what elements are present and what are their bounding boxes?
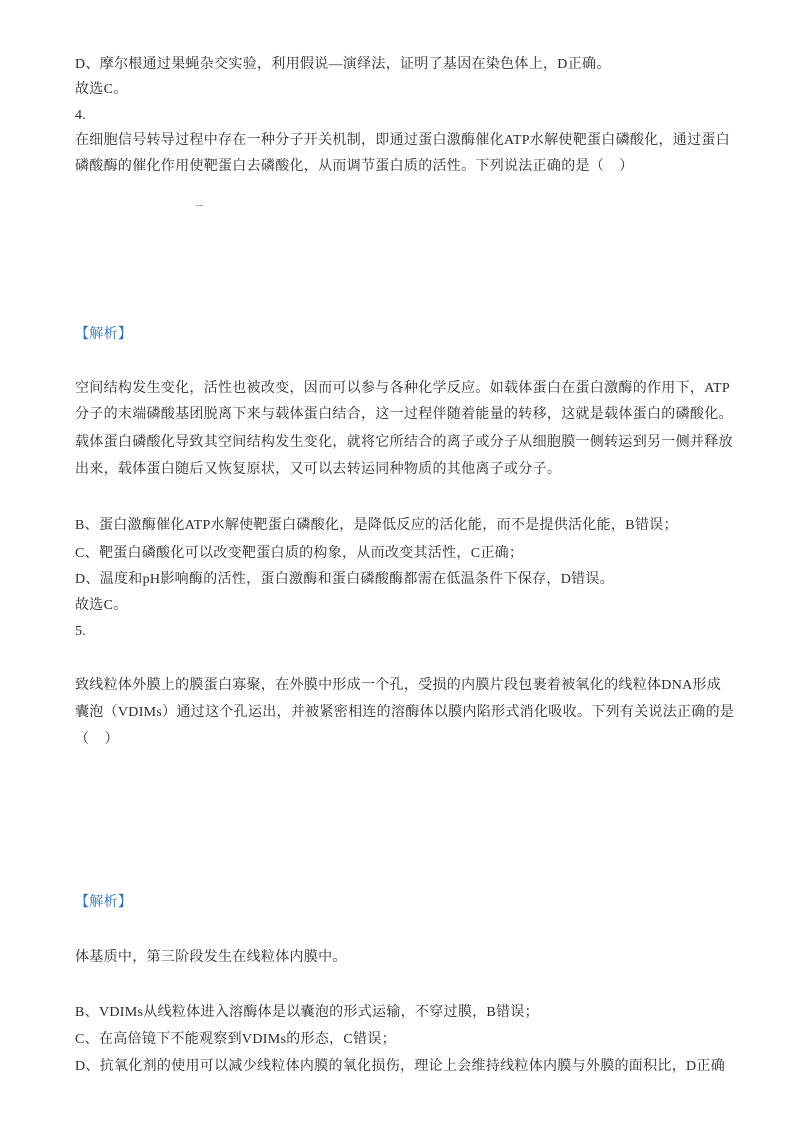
q4-answer <box>75 297 755 317</box>
q5-stem-line: 致线粒体外膜上的膜蛋白寡聚，在外膜中形成一个孔，受损的内膜片段包裹着被氧化的线粒体DNA形成 <box>75 678 722 693</box>
q4-option-a <box>75 186 755 206</box>
q5-detail-line <box>75 976 755 996</box>
prev-conclusion: 故选C。 <box>75 82 128 97</box>
prev-detail-d: D、摩尔根通过果蝇杂交实验，利用假说—演绎法，证明了基因在染色体上，D正确。 <box>75 57 611 72</box>
q4-analysis-line: 载体蛋白磷酸化导致其空间结构发生变化，就将它所结合的离子或分子从细胞膜一侧转运到另一侧并释放 <box>75 435 733 450</box>
q4-detail-line: C、靶蛋白磷酸化可以改变靶蛋白质的构象，从而改变其活性，C正确； <box>75 546 524 561</box>
q5-stem-line: （ ） <box>75 732 119 747</box>
q4-solution-label: 【解析】 <box>75 327 133 342</box>
q4-option-d <box>75 271 755 291</box>
q4-detail-line: B、蛋白激酶催化ATP水解使靶蛋白磷酸化，是降低反应的活化能，而不是提供活化能，B错误； <box>75 518 678 533</box>
option-text-raised <box>193 205 204 206</box>
q5-analysis-line <box>75 921 755 941</box>
q4-option-c <box>75 243 755 263</box>
q5-option-d <box>75 839 755 859</box>
q5-answer <box>75 866 755 886</box>
q5-option-b <box>75 785 755 805</box>
q4-option-b <box>75 215 755 235</box>
q5-number: 5. <box>75 624 87 639</box>
q5-stem-line <box>75 649 755 669</box>
q4-stem-line: 在细胞信号转导过程中存在一种分子开关机制，即通过蛋白激酶催化ATP水解使靶蛋白磷酸化，通过蛋白 <box>75 133 730 148</box>
q5-stem-line: 囊泡（VDIMs）通过这个孔运出，并被紧密相连的溶酶体以膜内陷形式消化吸收。下列有关说法正确的是 <box>75 705 735 720</box>
q4-number: 4. <box>75 108 87 123</box>
q5-solution-label: 【解析】 <box>75 895 133 910</box>
q5-detail-line: C、在高倍镜下不能观察到VDIMs的形态，C错误； <box>75 1032 396 1047</box>
q4-detail-line: D、温度和pH影响酶的活性，蛋白激酶和蛋白磷酸酶都需在低温条件下保存，D错误。 <box>75 572 615 587</box>
q4-analysis-line: 出来，载体蛋白随后又恢复原状，又可以去转运同种物质的其他离子或分子。 <box>75 462 562 477</box>
q5-option-a <box>75 757 755 777</box>
q4-analysis-line: 分子的末端磷酸基团脱离下来与载体蛋白结合，这一过程伴随着能量的转移，这就是载体蛋白的磷酸化。 <box>75 407 733 422</box>
q4-conclusion: 故选C。 <box>75 598 128 613</box>
q4-stem-line: 磷酸酶的催化作用使靶蛋白去磷酸化，从而调节蛋白质的活性。下列说法正确的是（ ） <box>75 159 634 174</box>
q5-option-c <box>75 812 755 832</box>
q4-analysis-line <box>75 352 755 372</box>
q5-detail-line: D、抗氧化剂的使用可以减少线粒体内膜的氧化损伤，理论上会维持线粒体内膜与外膜的面积比，D正确 <box>75 1059 726 1074</box>
q4-analysis-line: 空间结构发生变化，活性也被改变，因而可以参与各种化学反应。如载体蛋白在蛋白激酶的作用下，ATP <box>75 381 730 396</box>
q5-detail-line: B、VDIMs从线粒体进入溶酶体是以囊泡的形式运输，不穿过膜，B错误； <box>75 1005 539 1020</box>
q5-analysis-line: 体基质中，第三阶段发生在线粒体内膜中。 <box>75 950 347 965</box>
q4-detail-line <box>75 489 755 509</box>
